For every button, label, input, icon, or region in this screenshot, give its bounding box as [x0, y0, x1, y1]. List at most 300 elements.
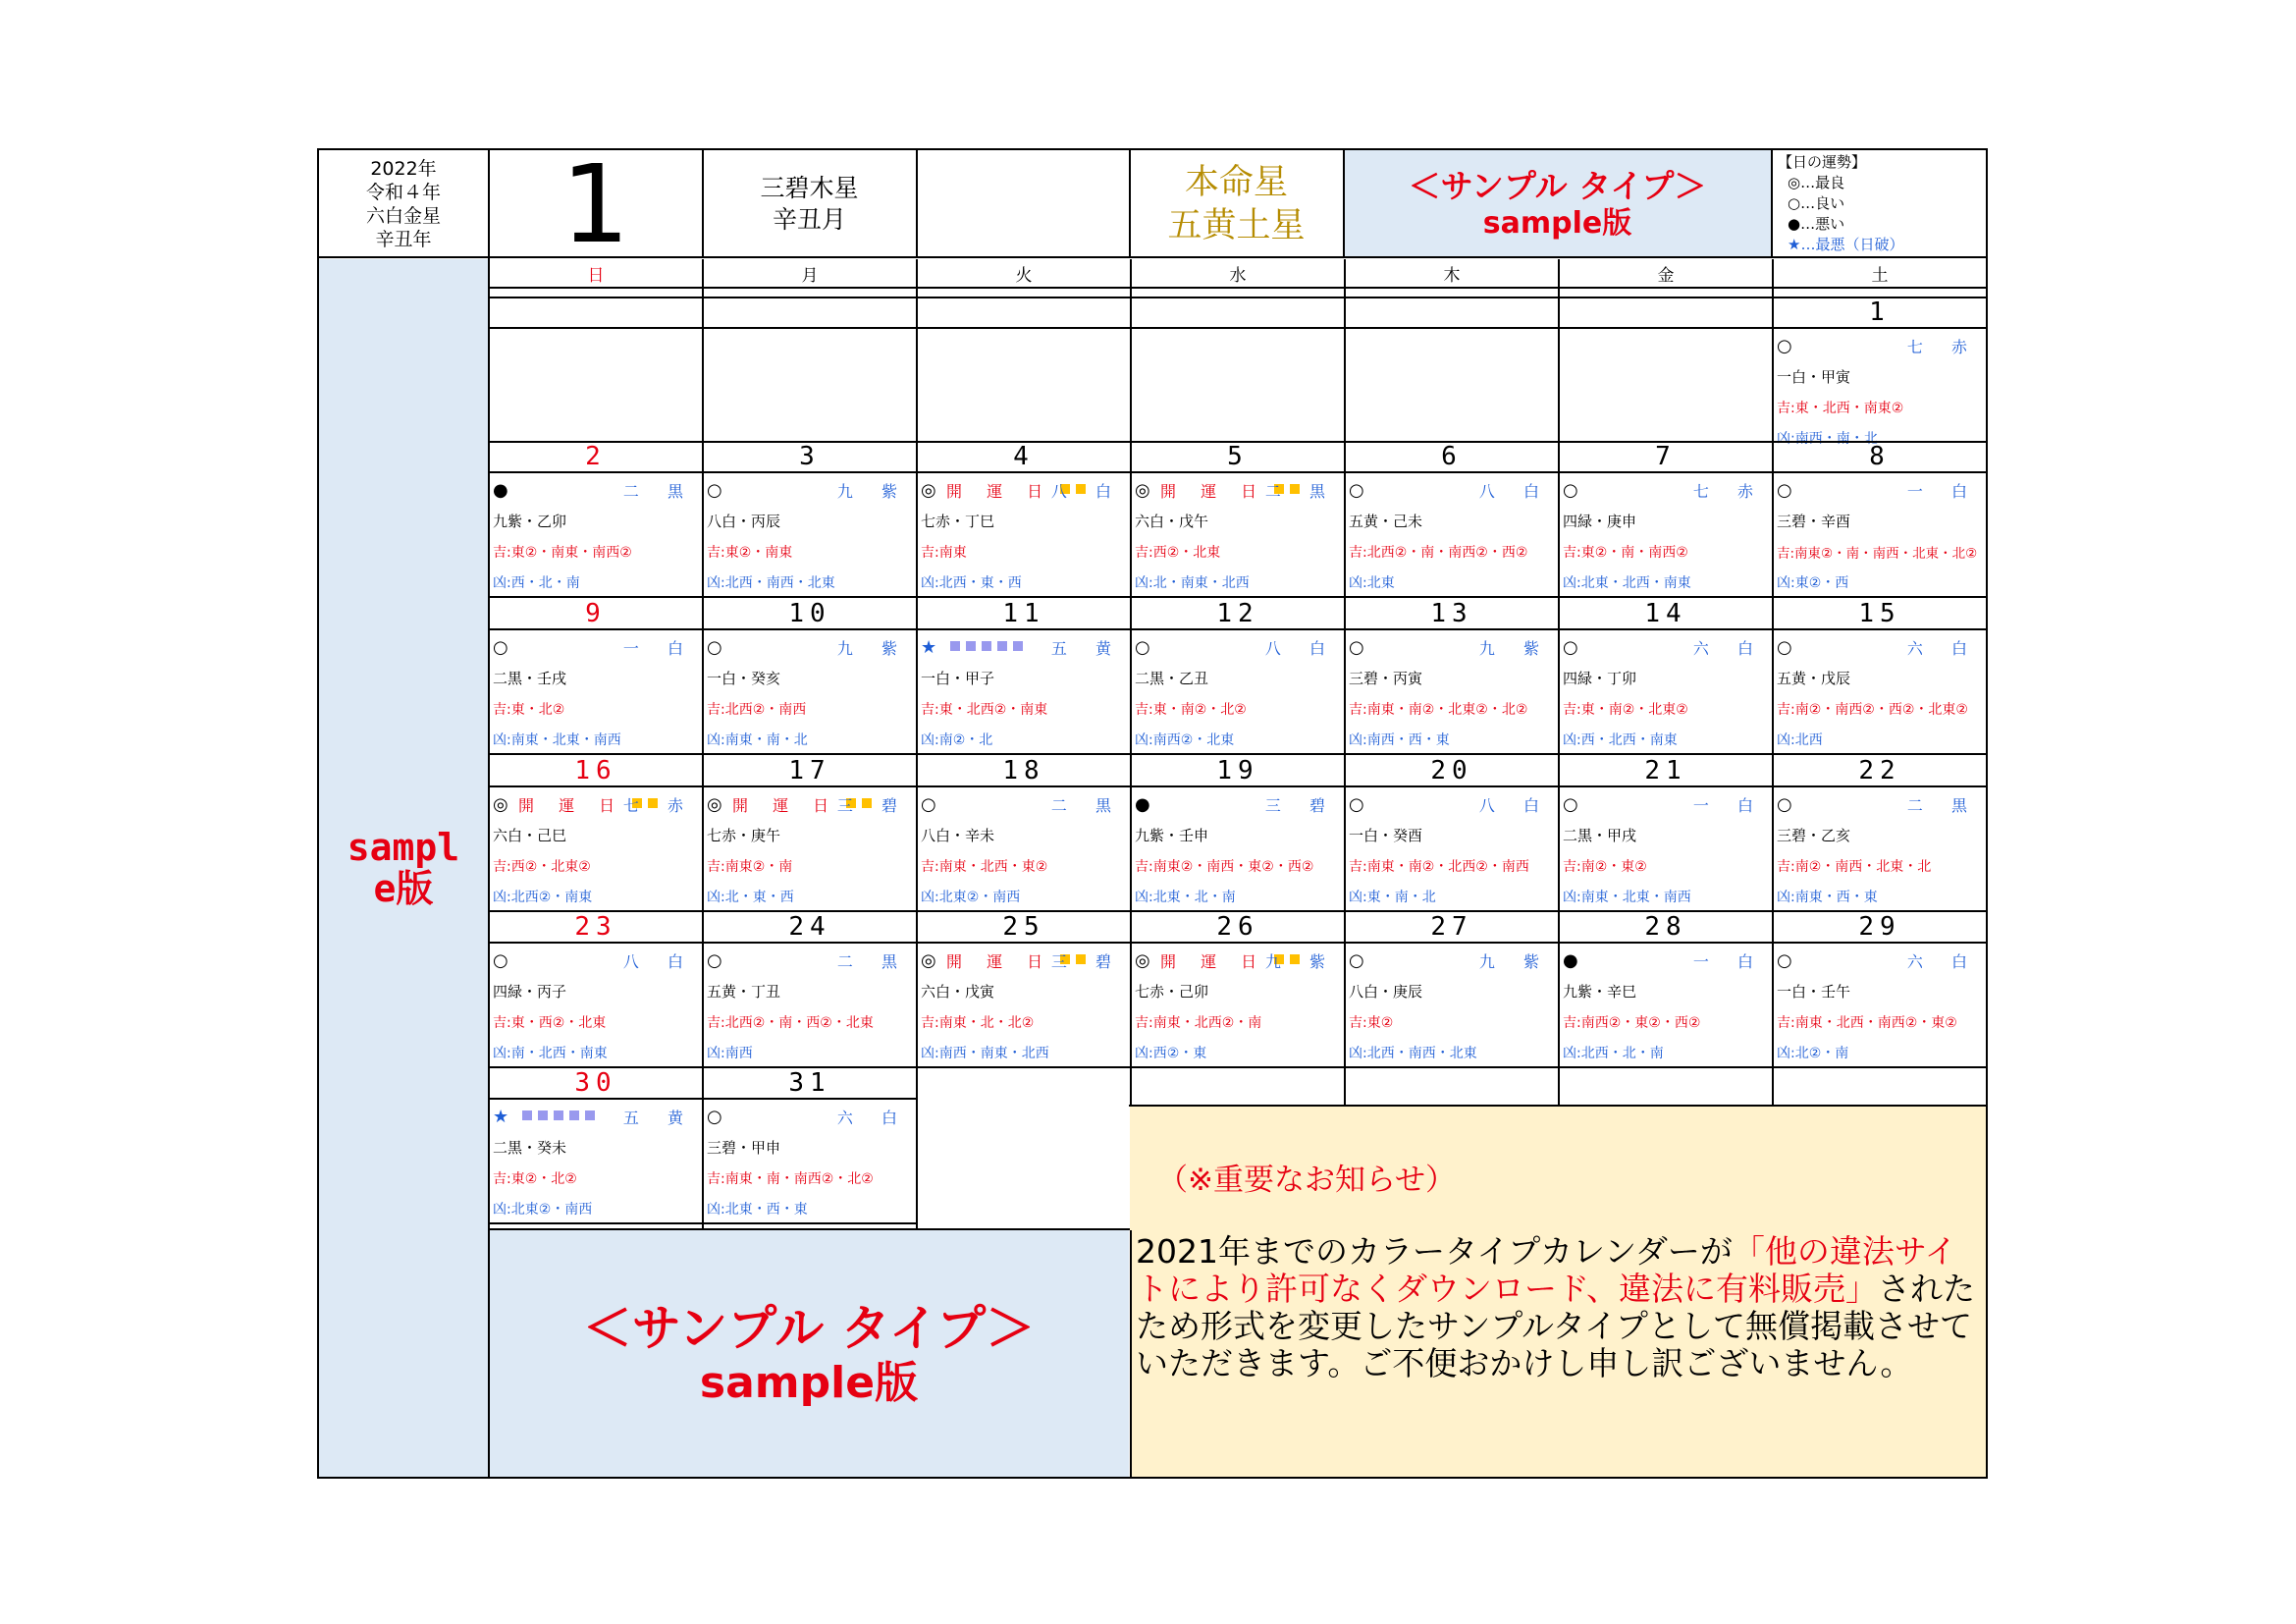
grid-line: [488, 1228, 1130, 1230]
day-fortune-cell[interactable]: [1773, 944, 1987, 1067]
day-fortune-cell[interactable]: [1559, 630, 1773, 754]
day-star: 九 紫: [836, 639, 909, 658]
day-star: 三 碧: [1050, 952, 1123, 971]
day-fortune-cell[interactable]: [1345, 787, 1559, 911]
legend-bad: ●…悪い: [1788, 215, 1845, 233]
fortune-mark: ◎: [921, 949, 936, 971]
lucky-directions: 吉:南②・南西②・西②・北東②: [1777, 702, 1968, 718]
fortune-row: [921, 949, 1127, 971]
unlucky-directions: 凶:北東・北・南: [1135, 890, 1236, 905]
lucky-directions: 吉:南東・北西②・南: [1135, 1015, 1262, 1031]
fortune-mark: ○: [707, 1106, 722, 1127]
lucky-directions: 吉:南②・東②: [1563, 859, 1647, 875]
day-star: 三 碧: [836, 796, 909, 815]
day-kanshi: 一白・甲子: [921, 670, 995, 687]
day-star: 五 黄: [622, 1109, 695, 1127]
unlucky-directions: 凶:北東・北西・南東: [1563, 575, 1691, 591]
legend-title: 【日の運勢】: [1778, 153, 1867, 171]
day-kanshi: 四緑・丙子: [493, 983, 567, 1001]
unlucky-directions: 凶:南東・北東・南西: [493, 732, 621, 748]
fortune-row: [1563, 793, 1769, 815]
fortune-mark: ○: [1349, 949, 1364, 971]
day-kanshi: 六白・己巳: [493, 827, 567, 844]
lucky-directions: 吉:東②・南・南西②: [1563, 545, 1688, 561]
lucky-directions: 吉:北西②・南・西②・北東: [707, 1015, 874, 1031]
day-star: 八 白: [622, 952, 695, 971]
lucky-directions: 吉:南東②・南・南西・北東・北②: [1777, 546, 1978, 562]
fortune-square-icon: [950, 641, 960, 651]
fortune-mark: ●: [493, 479, 508, 501]
fortune-mark: ○: [1777, 479, 1792, 501]
fortune-row: [707, 1106, 913, 1127]
day-kanshi: 一白・壬午: [1777, 983, 1851, 1001]
lucky-directions: 吉:南東・南②・北西②・南西: [1349, 859, 1529, 875]
unlucky-directions: 凶:北東・西・東: [707, 1202, 808, 1218]
sample-edition-label: sample版: [1482, 205, 1632, 241]
day-fortune-cell[interactable]: [703, 944, 917, 1067]
day-fortune-cell[interactable]: [1559, 944, 1773, 1067]
fortune-mark: ○: [1777, 949, 1792, 971]
unlucky-directions: 凶:東②・西: [1777, 575, 1849, 591]
kaiun-label: 開 運 日: [946, 481, 1053, 501]
day-kanshi: 三碧・乙亥: [1777, 827, 1851, 844]
honmei-star-name: 五黄土星: [1167, 205, 1306, 245]
day-fortune-cell[interactable]: [489, 630, 703, 754]
fortune-mark: ○: [1563, 479, 1578, 501]
lucky-directions: 吉:南東・北・北②: [921, 1015, 1035, 1031]
day-fortune-cell[interactable]: [1345, 473, 1559, 597]
day-fortune-cell[interactable]: [1131, 473, 1345, 597]
unlucky-directions: 凶:西・北西・南東: [1563, 732, 1678, 748]
day-number: 24: [788, 912, 831, 942]
day-kanshi: 一白・癸酉: [1349, 827, 1423, 844]
fortune-row: [1135, 949, 1341, 971]
fortune-square-icon: [585, 1110, 595, 1120]
fortune-mark: ●: [1563, 949, 1578, 971]
fortune-row: [493, 949, 699, 971]
day-star: 七 赤: [622, 796, 695, 815]
day-number: 7: [1655, 442, 1677, 471]
unlucky-directions: 凶:南東・南・北: [707, 732, 808, 748]
important-notice: [1130, 1106, 1986, 1477]
day-fortune-cell[interactable]: [703, 630, 917, 754]
lucky-directions: 吉:南東・北西・南西②・東②: [1777, 1015, 1957, 1031]
day-fortune-cell[interactable]: [703, 1100, 917, 1223]
day-kanshi: 三碧・丙寅: [1349, 670, 1423, 687]
grid-line: [488, 297, 1986, 298]
weekday-header: 火: [1015, 265, 1033, 286]
day-star: 二 黒: [1906, 796, 1979, 815]
calendar-page: [317, 140, 1988, 1479]
day-star: 六 白: [1906, 639, 1979, 658]
unlucky-directions: 凶:南②・北: [921, 732, 993, 748]
day-fortune-cell[interactable]: [489, 1100, 703, 1223]
fortune-mark: ○: [1563, 636, 1578, 658]
year-kanshi-line: 辛丑年: [375, 228, 432, 250]
day-kanshi: 二黒・甲戌: [1563, 827, 1637, 844]
day-number: 12: [1216, 599, 1259, 628]
kaiun-label: 開 運 日: [1160, 951, 1267, 971]
day-kanshi: 二黒・乙丑: [1135, 670, 1209, 687]
lucky-directions: 吉:南東・南・南西②・北②: [707, 1171, 874, 1187]
day-number: 6: [1441, 442, 1463, 471]
lucky-directions: 吉:東・北西②・南東: [921, 702, 1048, 718]
day-star: 八 白: [1050, 482, 1123, 501]
legend-best: ◎…最良: [1788, 174, 1845, 191]
side-sample-text: sample版: [347, 826, 460, 910]
day-star: 八 白: [1478, 482, 1551, 501]
weekday-header: 水: [1229, 265, 1247, 286]
unlucky-directions: 凶:南西②・北東: [1135, 732, 1235, 748]
lucky-directions: 吉:東②: [1349, 1015, 1394, 1031]
fortune-square-icon: [522, 1110, 532, 1120]
fortune-row: [1563, 949, 1769, 971]
lucky-directions: 吉:東②・南東・南西②: [493, 545, 632, 561]
month-star: [703, 150, 916, 257]
day-fortune-cell[interactable]: [1773, 473, 1987, 597]
grid-line: [1130, 1230, 1132, 1477]
notice-line-2: されたため形式を変更したサンプルタイプとして無償掲載させていただきます。ご不便おかけし申し訳ございません。: [1136, 1270, 1976, 1382]
lucky-directions: 吉:南東②・南西・東②・西②: [1135, 859, 1314, 875]
bottom-sample-panel: [489, 1230, 1129, 1477]
day-number: 19: [1216, 756, 1259, 785]
lucky-directions: 吉:南東②・南: [707, 859, 793, 875]
unlucky-directions: 凶:西②・東: [1135, 1046, 1207, 1061]
unlucky-directions: 凶:北西・南西・北東: [1349, 1046, 1477, 1061]
day-star: 九 紫: [1478, 952, 1551, 971]
unlucky-directions: 凶:北②・南: [1777, 1046, 1849, 1061]
day-kanshi: 一白・癸亥: [707, 670, 781, 687]
side-sample-label: [319, 259, 488, 1477]
fortune-row: [707, 479, 913, 501]
day-fortune-cell[interactable]: [1559, 473, 1773, 597]
grid-line: [1558, 259, 1560, 1105]
day-number: 20: [1430, 756, 1473, 785]
legend-good: ○…良い: [1788, 194, 1845, 212]
day-number: 29: [1858, 912, 1901, 942]
fortune-row: [1135, 793, 1341, 815]
grid-line: [1130, 259, 1132, 1105]
day-number: 5: [1227, 442, 1249, 471]
day-star: 一 白: [1692, 952, 1765, 971]
unlucky-directions: 凶:北西・南西・北東: [707, 575, 835, 591]
day-kanshi: 三碧・甲申: [707, 1139, 781, 1157]
fortune-mark: ◎: [1135, 949, 1150, 971]
year-star-line: 六白金星: [365, 204, 441, 227]
lucky-directions: 吉:南西②・東②・西②: [1563, 1015, 1701, 1031]
day-kanshi: 二黒・癸未: [493, 1139, 567, 1157]
fortune-row: [707, 949, 913, 971]
day-fortune-cell[interactable]: [917, 944, 1131, 1067]
day-star: 九 紫: [1478, 639, 1551, 658]
grid-line: [488, 753, 1986, 755]
fortune-row: [493, 479, 699, 501]
day-kanshi: 九紫・辛巳: [1563, 983, 1637, 1001]
fortune-mark: ◎: [707, 793, 722, 815]
fortune-mark: ◎: [921, 479, 936, 501]
weekday-header: 土: [1871, 265, 1889, 286]
day-number: 14: [1644, 599, 1687, 628]
unlucky-directions: 凶:南西・西・東: [1349, 732, 1450, 748]
day-kanshi: 五黄・戊辰: [1777, 670, 1851, 687]
day-fortune-cell[interactable]: [1773, 329, 1987, 453]
day-kanshi: 四緑・庚申: [1563, 513, 1637, 530]
fortune-row: [707, 793, 913, 815]
fortune-square-icon: [1013, 641, 1023, 651]
day-kanshi: 七赤・庚午: [707, 827, 781, 844]
day-fortune-cell[interactable]: [703, 787, 917, 911]
grid-line: [1129, 1105, 1986, 1107]
lucky-directions: 吉:南東: [921, 545, 967, 561]
fortune-row: [921, 479, 1127, 501]
fortune-row: [921, 793, 1127, 815]
fortune-legend: [1772, 152, 1986, 257]
fortune-square-icon: [982, 641, 991, 651]
fortune-row: [1135, 479, 1341, 501]
lucky-directions: 吉:南②・南西・北東・北: [1777, 859, 1932, 875]
fortune-row: [1777, 793, 1983, 815]
day-fortune-cell[interactable]: [489, 944, 703, 1067]
unlucky-directions: 凶:南・北西・南東: [493, 1046, 608, 1061]
fortune-row: [1349, 479, 1555, 501]
lucky-directions: 吉:南東・南②・北東②・北②: [1349, 702, 1528, 718]
fortune-mark: ○: [1777, 793, 1792, 815]
day-number: 25: [1002, 912, 1045, 942]
day-number: 27: [1430, 912, 1473, 942]
day-star: 九 紫: [1264, 952, 1337, 971]
day-kanshi: 六白・戊午: [1135, 513, 1209, 530]
fortune-row: [1777, 479, 1983, 501]
fortune-row: [1777, 949, 1983, 971]
day-number: 8: [1869, 442, 1891, 471]
day-number: 23: [574, 912, 617, 942]
fortune-square-icon: [538, 1110, 548, 1120]
sample-type-header: [1344, 150, 1771, 257]
day-star: 一 白: [1906, 482, 1979, 501]
day-number: 17: [788, 756, 831, 785]
day-number: 2: [585, 442, 607, 471]
day-fortune-cell[interactable]: [1131, 787, 1345, 911]
grid-line: [488, 596, 1986, 598]
year-line: 2022年: [370, 157, 437, 180]
weekday-header: 日: [587, 265, 605, 286]
notice-highlight: 「他の違法サイトにより許可なくダウンロード、違法に有料販売」: [1136, 1232, 1957, 1308]
day-number: 22: [1858, 756, 1901, 785]
unlucky-directions: 凶:北東②・南西: [493, 1202, 593, 1218]
day-number: 21: [1644, 756, 1687, 785]
day-fortune-cell[interactable]: [917, 473, 1131, 597]
lucky-directions: 吉:東・西②・北東: [493, 1015, 607, 1031]
fortune-row: [1777, 335, 1983, 356]
fortune-squares: [950, 639, 1029, 655]
unlucky-directions: 凶:南東・北東・南西: [1563, 890, 1691, 905]
lucky-directions: 吉:西②・北東②: [493, 859, 591, 875]
fortune-row: [493, 636, 699, 658]
day-star: 七 赤: [1692, 482, 1765, 501]
fortune-row: [1777, 636, 1983, 658]
grid-line: [488, 628, 1986, 630]
day-kanshi: 八白・庚辰: [1349, 983, 1423, 1001]
weekday-header: 月: [801, 265, 819, 286]
day-fortune-cell[interactable]: [489, 473, 703, 597]
fortune-mark: ★: [493, 1106, 509, 1127]
kaiun-label: 開 運 日: [946, 951, 1053, 971]
fortune-squares: [522, 1109, 601, 1124]
notice-title: （※重要なお知らせ）: [1157, 1163, 1457, 1198]
day-kanshi: 八白・丙辰: [707, 513, 781, 530]
fortune-row: [1349, 793, 1555, 815]
year-info: [319, 150, 488, 257]
day-number: 31: [788, 1068, 831, 1098]
day-star: 一 白: [622, 639, 695, 658]
legend-worst: ★…最悪（日破）: [1788, 236, 1904, 253]
unlucky-directions: 凶:南西・南東・北西: [921, 1046, 1049, 1061]
day-number: 4: [1013, 442, 1035, 471]
day-star: 二 黒: [836, 952, 909, 971]
unlucky-directions: 凶:南西・南・北: [1777, 431, 1878, 447]
fortune-row: [1135, 636, 1341, 658]
day-kanshi: 三碧・辛酉: [1777, 513, 1851, 530]
fortune-square-icon: [997, 641, 1007, 651]
fortune-mark: ○: [1349, 636, 1364, 658]
fortune-square-icon: [569, 1110, 579, 1120]
grid-line: [1344, 259, 1346, 1105]
day-kanshi: 九紫・乙卯: [493, 513, 567, 530]
lucky-directions: 吉:東・南②・北②: [1135, 702, 1247, 718]
day-number: 13: [1430, 599, 1473, 628]
honmei-label: 本命星: [1184, 162, 1288, 202]
unlucky-directions: 凶:西・北・南: [493, 575, 580, 591]
grid-line: [702, 259, 704, 1230]
fortune-mark: ○: [707, 949, 722, 971]
unlucky-directions: 凶:北西②・南東: [493, 890, 593, 905]
day-number: 30: [574, 1068, 617, 1098]
grid-line: [916, 259, 918, 1230]
fortune-square-icon: [966, 641, 976, 651]
day-number: 18: [1002, 756, 1045, 785]
fortune-row: [1349, 636, 1555, 658]
day-kanshi: 九紫・壬申: [1135, 827, 1209, 844]
unlucky-directions: 凶:南西: [707, 1046, 753, 1061]
weekday-header: 木: [1443, 265, 1461, 286]
kaiun-label: 開 運 日: [518, 795, 625, 815]
bottom-sample-type: ＜サンプル タイプ＞: [582, 1299, 1036, 1357]
day-fortune-cell[interactable]: [1773, 630, 1987, 754]
day-kanshi: 六白・戊寅: [921, 983, 995, 1001]
day-number: 10: [788, 599, 831, 628]
day-fortune-cell[interactable]: [489, 787, 703, 911]
grid-line: [1772, 259, 1774, 1105]
fortune-row: [1563, 636, 1769, 658]
fortune-mark: ○: [707, 479, 722, 501]
day-kanshi: 五黄・丁丑: [707, 983, 781, 1001]
day-fortune-cell[interactable]: [1131, 630, 1345, 754]
day-star: 八 白: [1478, 796, 1551, 815]
day-star: 七 赤: [1906, 338, 1979, 356]
day-star: 二 黒: [622, 482, 695, 501]
day-kanshi: 一白・甲寅: [1777, 368, 1851, 386]
fortune-mark: ◎: [493, 793, 508, 815]
day-star: 一 白: [1692, 796, 1765, 815]
day-star: 三 碧: [1264, 796, 1337, 815]
unlucky-directions: 凶:北西: [1777, 732, 1823, 748]
sample-type-label: ＜サンプル タイプ＞: [1408, 166, 1707, 205]
lucky-directions: 吉:北西②・南・南西②・西②: [1349, 545, 1528, 561]
day-kanshi: 七赤・己卯: [1135, 983, 1209, 1001]
day-star: 六 白: [1906, 952, 1979, 971]
day-number: 15: [1858, 599, 1901, 628]
fortune-row: [707, 636, 913, 658]
unlucky-directions: 凶:南東・西・東: [1777, 890, 1878, 905]
day-star: 二 黒: [1264, 482, 1337, 501]
lucky-directions: 吉:東②・北②: [493, 1171, 577, 1187]
unlucky-directions: 凶:北・南東・北西: [1135, 575, 1250, 591]
lucky-directions: 吉:北西②・南西: [707, 702, 807, 718]
day-fortune-cell[interactable]: [1559, 787, 1773, 911]
fortune-mark: ○: [1777, 636, 1792, 658]
kaiun-label: 開 運 日: [1160, 481, 1267, 501]
day-number: 16: [574, 756, 617, 785]
fortune-mark: ○: [921, 793, 936, 815]
day-fortune-cell[interactable]: [917, 787, 1131, 911]
fortune-row: [493, 793, 699, 815]
unlucky-directions: 凶:東・南・北: [1349, 890, 1436, 905]
fortune-mark: ○: [493, 949, 508, 971]
day-star: 八 白: [1264, 639, 1337, 658]
day-fortune-cell[interactable]: [917, 630, 1131, 754]
honmei-star: [1130, 150, 1343, 257]
notice-line-1: 2021年までのカラータイプカレンダーが: [1136, 1232, 1733, 1271]
grid-line: [488, 327, 1986, 329]
lucky-directions: 吉:東・南②・北東②: [1563, 702, 1688, 718]
grid-line: [488, 287, 1986, 289]
fortune-mark: ●: [1135, 793, 1150, 815]
day-number: 9: [585, 599, 607, 628]
day-number: 11: [1002, 599, 1045, 628]
month-kanshi: 辛丑月: [772, 204, 846, 234]
grid-line: [488, 785, 1986, 787]
fortune-mark: ○: [1563, 793, 1578, 815]
unlucky-directions: 凶:北西・北・南: [1563, 1046, 1664, 1061]
day-star: 六 白: [1692, 639, 1765, 658]
day-star: 五 黄: [1050, 639, 1123, 658]
grid-line: [488, 942, 1986, 944]
day-fortune-cell[interactable]: [1345, 944, 1559, 1067]
day-fortune-cell[interactable]: [703, 473, 917, 597]
lucky-directions: 吉:東・北西・南東②: [1777, 401, 1904, 416]
unlucky-directions: 凶:北・東・西: [707, 890, 794, 905]
day-fortune-cell[interactable]: [1345, 630, 1559, 754]
era-line: 令和４年: [365, 181, 441, 203]
fortune-mark: ○: [493, 636, 508, 658]
fortune-mark: ★: [921, 636, 937, 658]
day-number: 28: [1644, 912, 1687, 942]
unlucky-directions: 凶:北西・東・西: [921, 575, 1022, 591]
day-fortune-cell[interactable]: [1131, 944, 1345, 1067]
day-kanshi: 四緑・丁卯: [1563, 670, 1637, 687]
lucky-directions: 吉:西②・北東: [1135, 545, 1221, 561]
day-star: 九 紫: [836, 482, 909, 501]
day-fortune-cell[interactable]: [1773, 787, 1987, 911]
day-kanshi: 五黄・己未: [1349, 513, 1423, 530]
month-number: 1: [561, 140, 630, 267]
fortune-square-icon: [554, 1110, 563, 1120]
day-kanshi: 八白・辛未: [921, 827, 995, 844]
day-number: 3: [799, 442, 821, 471]
lucky-directions: 吉:東・北②: [493, 702, 565, 718]
unlucky-directions: 凶:北東: [1349, 575, 1395, 591]
unlucky-directions: 凶:北東②・南西: [921, 890, 1021, 905]
